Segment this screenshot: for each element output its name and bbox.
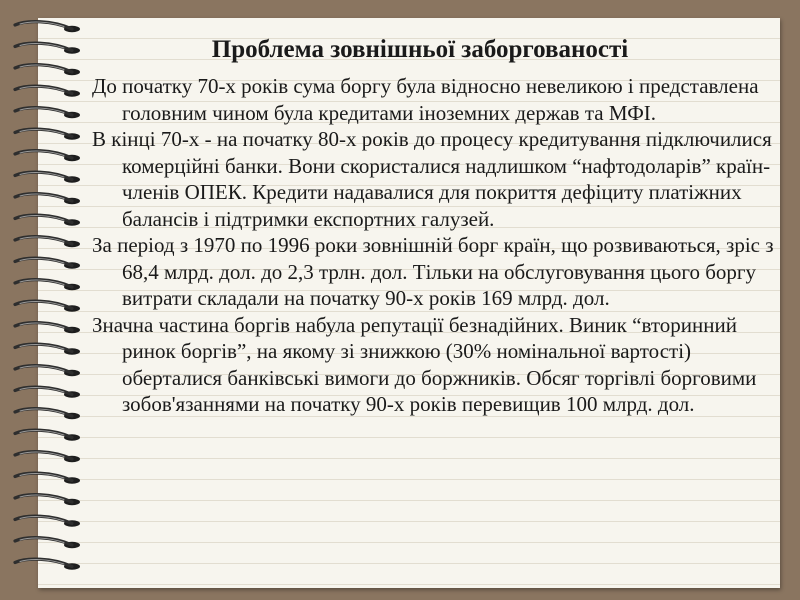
spiral-ring-9 [15, 215, 80, 226]
spiral-ring-6 [15, 151, 80, 162]
spiral-ring-25 [15, 559, 80, 570]
spiral-ring-17 [15, 387, 80, 398]
paragraph-2: В кінці 70-х - на початку 80-х років до процесу кредитування підключилися комерційні банки. Вони скористалися надлишком “нафтодоларів” країн-членів ОПЕК. Кредити надавалися для покриття дефіциту платіжних балансів і підтримки експортних галузей. [92, 127, 772, 231]
spiral-ring-7 [15, 172, 80, 183]
slide-title: Проблема зовнішньої заборгованості [211, 36, 629, 63]
spiral-ring-23 [15, 516, 80, 527]
spiral-ring-21 [15, 473, 80, 484]
spiral-ring-20 [15, 452, 80, 463]
spiral-ring-8 [15, 194, 80, 205]
spiral-ring-2 [15, 65, 80, 76]
spiral-ring-22 [15, 495, 80, 506]
spiral-ring-13 [15, 301, 80, 312]
spiral-ring-24 [15, 538, 80, 549]
paragraph-3: За період з 1970 по 1996 роки зовнішній борг країн, що розвиваються, зріс з 68,4 млрд. дол. до 2,3 трлн. дол. Тільки на обслуговування цього боргу витрати складали на початку 90-х років 169 млрд. дол. [92, 233, 774, 310]
spiral-ring-1 [15, 43, 80, 54]
spiral-binding [0, 0, 100, 600]
spiral-ring-5 [15, 129, 80, 140]
spiral-ring-4 [15, 108, 80, 119]
spiral-ring-12 [15, 280, 80, 291]
spiral-ring-14 [15, 323, 80, 334]
slide-body [92, 73, 782, 418]
paragraph-1: До початку 70-х років сума боргу була відносно невеликою і представлена головним чином була кредитами іноземних держав та МФІ. [92, 74, 759, 125]
spiral-ring-18 [15, 409, 80, 420]
paragraph-4: Значна частина боргів набула репутації безнадійних. Виник “вторинний ринок боргів”, на якому зі знижкою (30% номінальної вартості) оберталися банківські вимоги до боржників. Обсяг торгівлі борговими зобов'язаннями на початку 90-х років перевищив 100 млрд. дол. [92, 312, 757, 416]
spiral-ring-11 [15, 258, 80, 269]
spiral-ring-0 [15, 22, 80, 33]
spiral-ring-15 [15, 344, 80, 355]
spiral-ring-10 [15, 237, 80, 248]
spiral-ring-16 [15, 366, 80, 377]
spiral-ring-19 [15, 430, 80, 441]
spiral-ring-3 [15, 86, 80, 97]
